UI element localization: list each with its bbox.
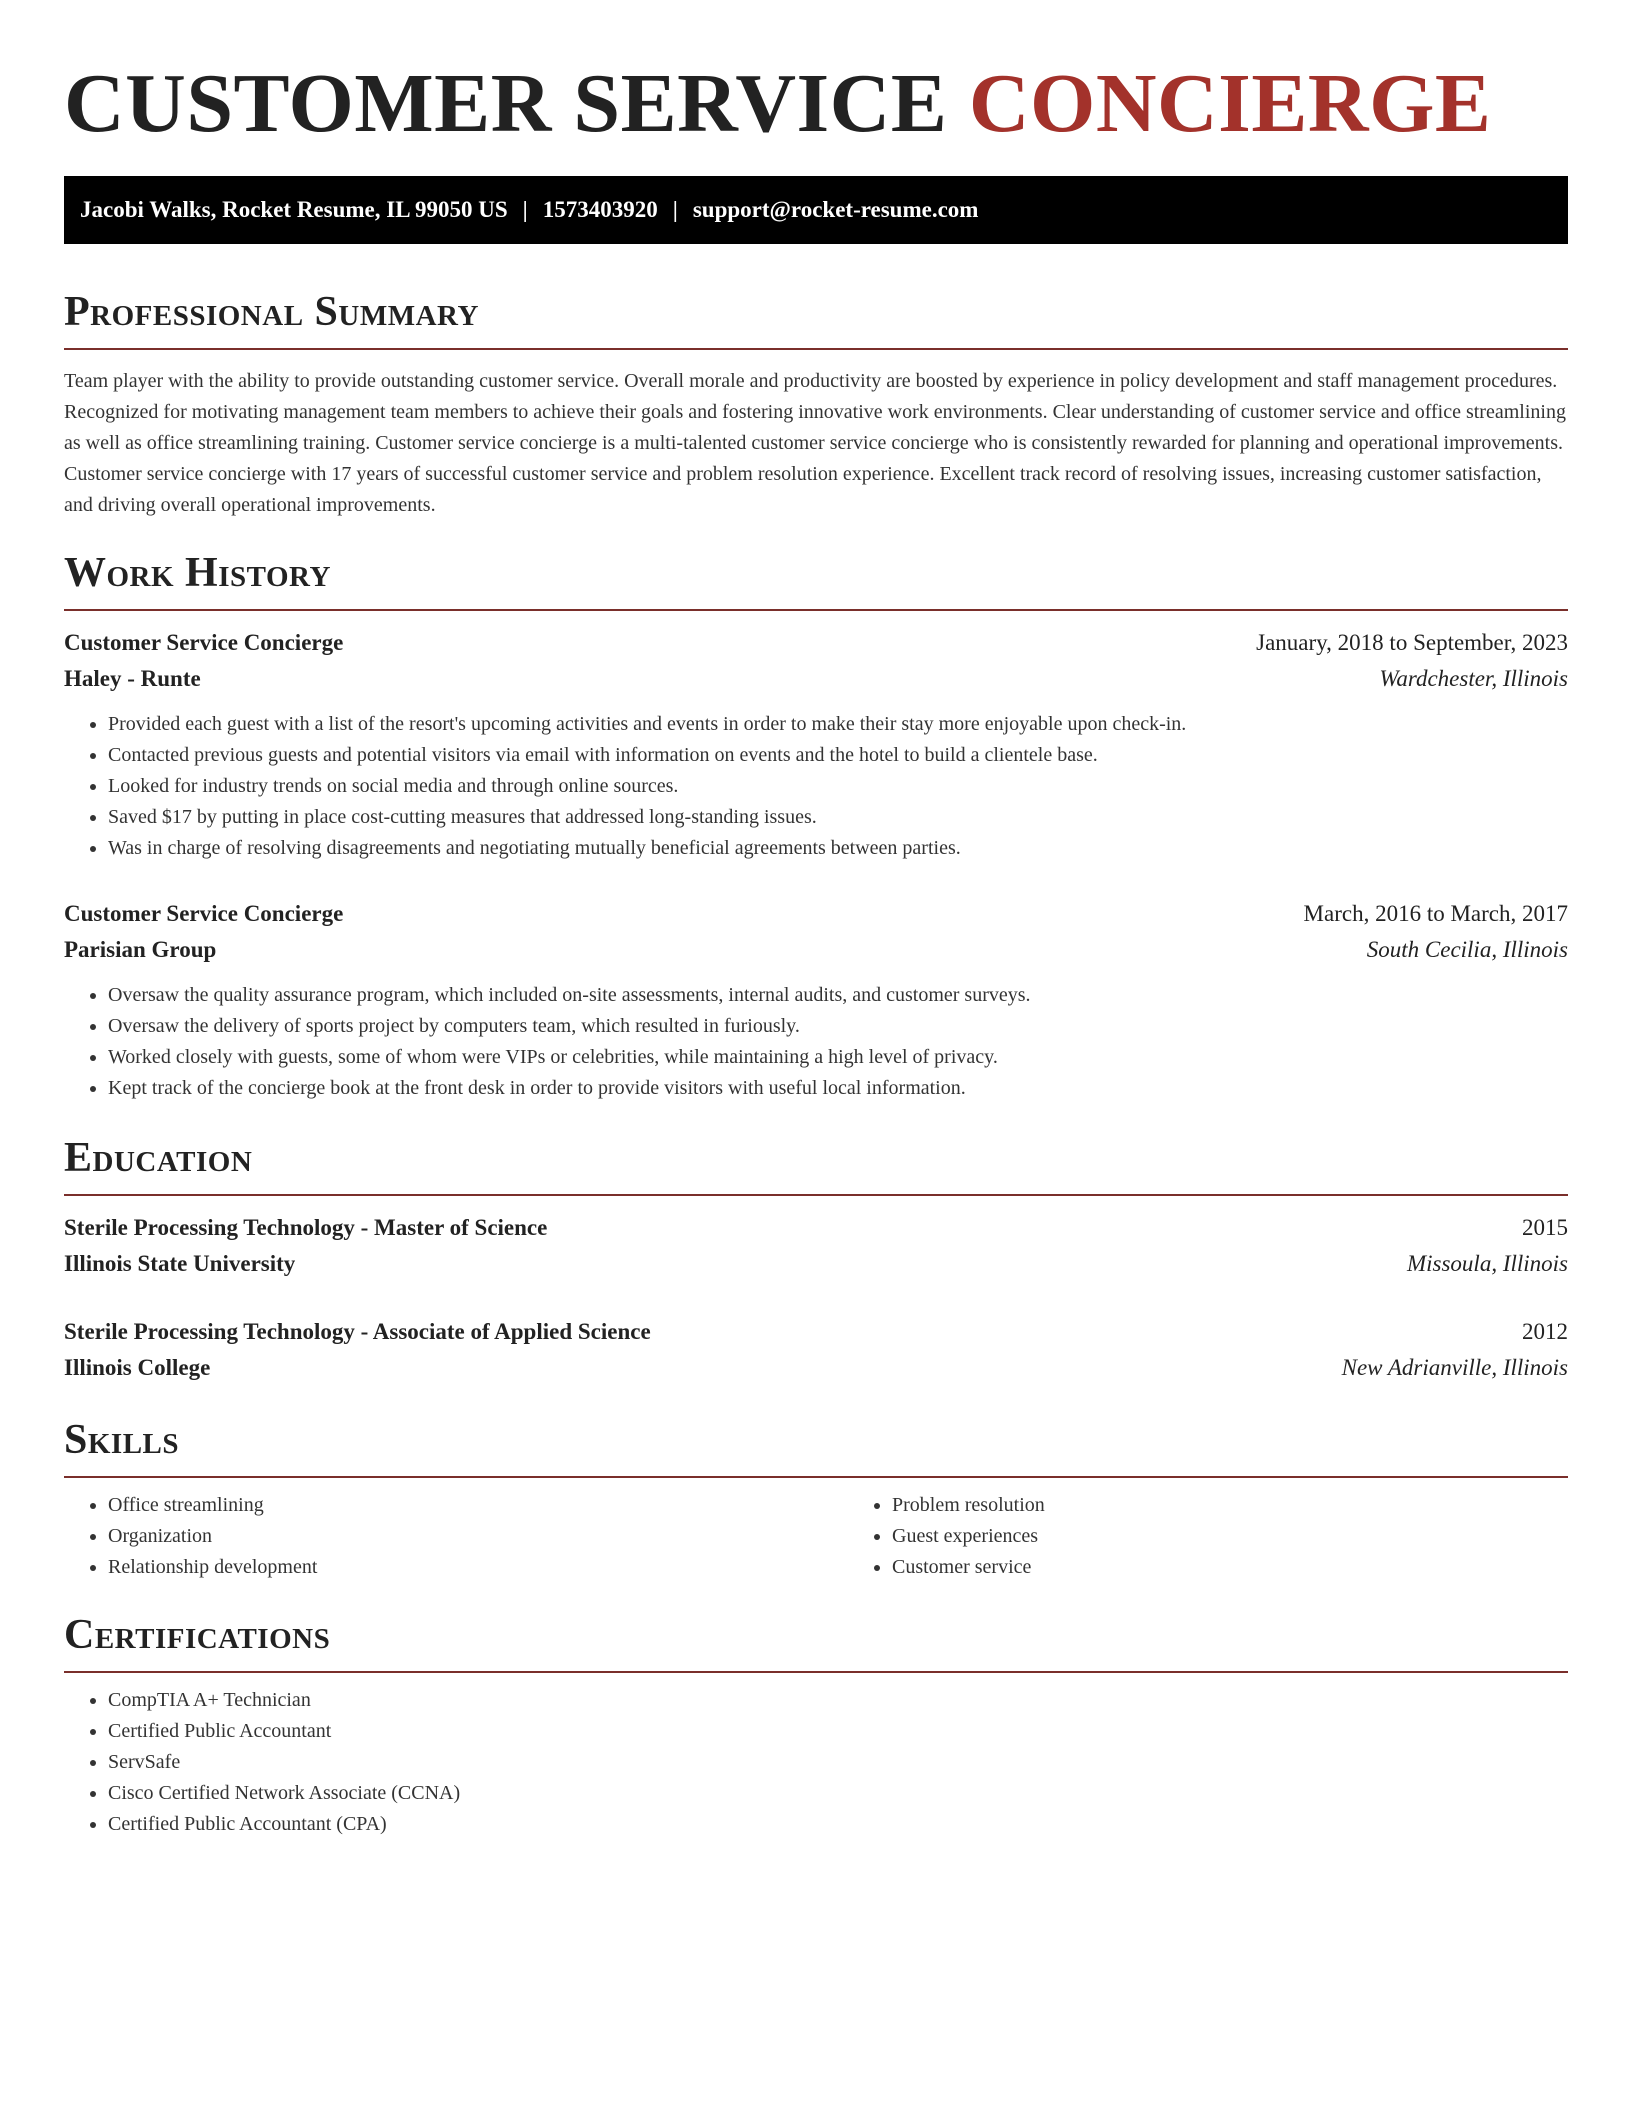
- section-heading-summary: Professional Summary: [64, 289, 479, 335]
- section-heading-skills: Skills: [64, 1417, 180, 1463]
- contact-email[interactable]: support@rocket-resume.com: [692, 197, 979, 222]
- job-dates: March, 2016 to March, 2017: [1303, 901, 1568, 926]
- skills-column-2: [848, 1490, 1568, 1583]
- job-title: Customer Service Concierge: [64, 901, 344, 926]
- skill-item: • Customer service: [892, 1552, 1568, 1583]
- job-company: Parisian Group: [64, 937, 217, 962]
- contact-separator: |: [672, 197, 678, 222]
- degree: Sterile Processing Technology - Master of Science: [64, 1215, 548, 1240]
- job-company-row: [64, 661, 1568, 697]
- job-title: Customer Service Concierge: [64, 630, 344, 655]
- contact-address: Jacobi Walks, Rocket Resume, IL 99050 US: [80, 197, 508, 222]
- section-heading-education: Education: [64, 1135, 253, 1181]
- school-location: Missoula, Illinois: [1406, 1251, 1568, 1276]
- skills-section: [64, 1414, 1568, 1583]
- contact-phone: 1573403920: [542, 197, 658, 222]
- job-bullets: [64, 709, 1568, 864]
- skill-item: • Relationship development: [108, 1552, 848, 1583]
- job-entry: [64, 625, 1568, 864]
- skill-item: • Problem resolution: [892, 1490, 1568, 1521]
- job-bullets: [64, 980, 1568, 1104]
- list-item: • Kept track of the concierge book at the front desk in order to provide visitors with useful local information.: [108, 1073, 1568, 1104]
- graduation-year: 2015: [1522, 1215, 1568, 1240]
- list-item: • Looked for industry trends on social media and through online sources.: [108, 771, 1568, 802]
- certification-item: • CompTIA A+ Technician: [108, 1685, 1568, 1716]
- list-item: • Provided each guest with a list of the resort's upcoming activities and events in order to make their stay more enjoyable upon check-in.: [108, 709, 1568, 740]
- job-entry: [64, 896, 1568, 1104]
- graduation-year: 2012: [1522, 1319, 1568, 1344]
- certification-item: • Cisco Certified Network Associate (CCNA): [108, 1778, 1568, 1809]
- section-divider: [64, 1671, 1568, 1673]
- job-title-row: [64, 625, 1568, 661]
- list-item: • Was in charge of resolving disagreements and negotiating mutually beneficial agreements between parties.: [108, 833, 1568, 864]
- list-item: • Oversaw the delivery of sports project by computers team, which resulted in furiously.: [108, 1011, 1568, 1042]
- certifications-section: [64, 1609, 1568, 1840]
- certification-item: • Certified Public Accountant: [108, 1716, 1568, 1747]
- skill-item: • Organization: [108, 1521, 848, 1552]
- certification-item: • Certified Public Accountant (CPA): [108, 1809, 1568, 1840]
- list-item: • Saved $17 by putting in place cost-cutting measures that addressed long-standing issues.: [108, 802, 1568, 833]
- degree: Sterile Processing Technology - Associate of Applied Science: [64, 1319, 651, 1344]
- section-divider: [64, 1194, 1568, 1196]
- school: Illinois State University: [64, 1251, 296, 1276]
- job-location: Wardchester, Illinois: [1379, 666, 1568, 691]
- list-item: • Contacted previous guests and potential visitors via email with information on events and the hotel to build a clientele base.: [108, 740, 1568, 771]
- contact-separator: |: [522, 197, 528, 222]
- school-row: [64, 1246, 1568, 1282]
- summary-section: [64, 286, 1568, 521]
- certifications-list: [64, 1685, 1568, 1840]
- title-main: CUSTOMER SERVICE: [64, 57, 948, 150]
- section-divider: [64, 348, 1568, 350]
- section-heading-work: Work History: [64, 550, 331, 596]
- school-row: [64, 1350, 1568, 1386]
- section-divider: [64, 1476, 1568, 1478]
- degree-row: [64, 1314, 1568, 1350]
- school: Illinois College: [64, 1355, 211, 1380]
- skill-item: • Office streamlining: [108, 1490, 848, 1521]
- skill-item: • Guest experiences: [892, 1521, 1568, 1552]
- summary-text: Team player with the ability to provide outstanding customer service. Overall morale and productivity are boosted by experience in policy development and staff management procedures. Recognized for motivating management team members to achieve their goals and fostering innovative work environments. Clear understanding of customer service and office streamlining as well as office streamlining training. Customer service concierge is a multi-talented customer service concierge who is consistently rewarded for planning and operational improvements. Customer service concierge with 17 years of successful customer service and problem resolution experience. Excellent track record of resolving issues, increasing customer satisfaction, and driving overall operational improvements.: [64, 370, 1566, 516]
- contact-bar: [64, 176, 1568, 244]
- degree-row: [64, 1210, 1568, 1246]
- job-title-row: [64, 896, 1568, 932]
- job-company-row: [64, 932, 1568, 968]
- section-heading-certifications: Certifications: [64, 1612, 331, 1658]
- job-location: South Cecilia, Illinois: [1366, 937, 1568, 962]
- job-company: Haley - Runte: [64, 666, 201, 691]
- resume-title: [64, 56, 1568, 152]
- title-accent: CONCIERGE: [968, 57, 1492, 150]
- work-history-section: [64, 547, 1568, 1104]
- list-item: • Worked closely with guests, some of whom were VIPs or celebrities, while maintaining a high level of privacy.: [108, 1042, 1568, 1073]
- skills-column-1: [64, 1490, 848, 1583]
- skills-grid: [64, 1490, 1568, 1583]
- list-item: • Oversaw the quality assurance program, which included on-site assessments, internal audits, and customer surveys.: [108, 980, 1568, 1011]
- section-divider: [64, 609, 1568, 611]
- school-location: New Adrianville, Illinois: [1341, 1355, 1568, 1380]
- education-entry: [64, 1314, 1568, 1386]
- certification-item: • ServSafe: [108, 1747, 1568, 1778]
- education-entry: [64, 1210, 1568, 1282]
- job-dates: January, 2018 to September, 2023: [1256, 630, 1568, 655]
- education-section: [64, 1132, 1568, 1386]
